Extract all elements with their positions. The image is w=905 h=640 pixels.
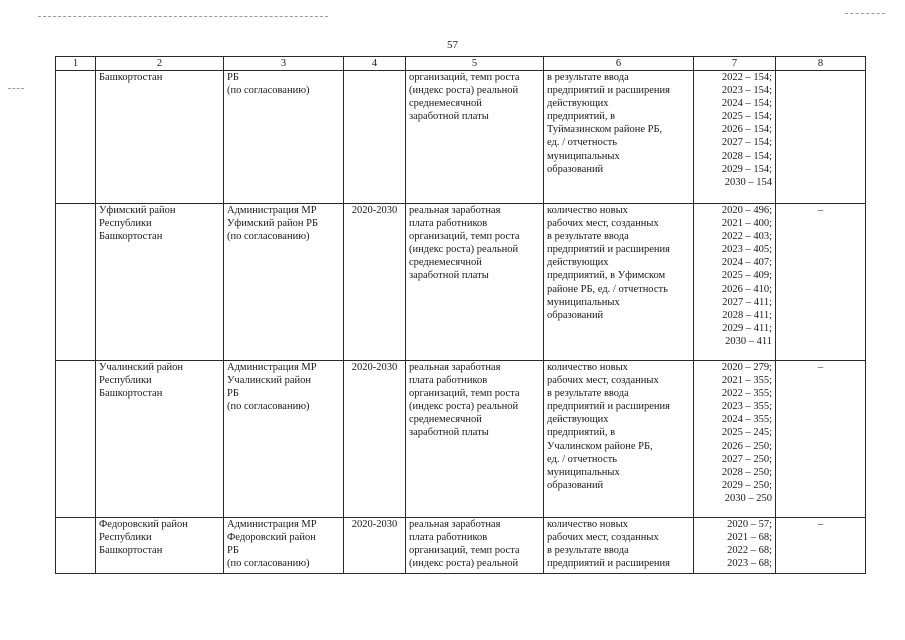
- column-header: 7: [694, 57, 776, 71]
- executor-cell: Администрация МР Уфимский район РБ (по согласованию): [224, 204, 344, 361]
- scan-artifact-line: [38, 16, 328, 17]
- scan-artifact-line: [845, 13, 885, 14]
- row-number-cell: [56, 361, 96, 518]
- values-cell: 2020 – 57; 2021 – 68; 2022 – 68; 2023 – 68;: [694, 518, 776, 574]
- column-header: 3: [224, 57, 344, 71]
- column-header: 1: [56, 57, 96, 71]
- column-number-row: [56, 57, 866, 71]
- column-header: 8: [776, 57, 866, 71]
- result-cell: количество новых рабочих мест, созданных в результате ввода предприятий и расширения действующих предприятий, в Уфимском районе РБ, ед. / отчетность муниципальных образований: [544, 204, 694, 361]
- note-cell: –: [776, 518, 866, 574]
- period-cell: 2020-2030: [344, 361, 406, 518]
- indicator-cell: реальная заработная плата работников организаций, темп роста (индекс роста) реальной среднемесячной заработной платы: [406, 361, 544, 518]
- region-cell: Учалинский район Республики Башкортостан: [96, 361, 224, 518]
- row-number-cell: [56, 518, 96, 574]
- indicator-cell: реальная заработная плата работников организаций, темп роста (индекс роста) реальной среднемесячной заработной платы: [406, 204, 544, 361]
- values-cell: 2022 – 154; 2023 – 154; 2024 – 154; 2025 – 154; 2026 – 154; 2027 – 154; 2028 – 154; 2029 – 154; 2030 – 154: [694, 71, 776, 204]
- table-row: [56, 71, 866, 204]
- measures-table: [55, 56, 866, 574]
- values-cell: 2020 – 496; 2021 – 400; 2022 – 403; 2023 – 405; 2024 – 407; 2025 – 409; 2026 – 410; 2027 – 411; 2028 – 411; 2029 – 411; 2030 – 411: [694, 204, 776, 361]
- period-cell: [344, 71, 406, 204]
- result-cell: количество новых рабочих мест, созданных в результате ввода предприятий и расширения действующих предприятий, в Учалинском районе РБ, ед. / отчетность муниципальных образований: [544, 361, 694, 518]
- executor-cell: Администрация МР Учалинский район РБ (по согласованию): [224, 361, 344, 518]
- region-cell: Башкортостан: [96, 71, 224, 204]
- column-header: 2: [96, 57, 224, 71]
- column-header: 4: [344, 57, 406, 71]
- note-cell: –: [776, 204, 866, 361]
- period-cell: 2020-2030: [344, 204, 406, 361]
- indicator-cell: организаций, темп роста (индекс роста) реальной среднемесячной заработной платы: [406, 71, 544, 204]
- indicator-cell: реальная заработная плата работников организаций, темп роста (индекс роста) реальной: [406, 518, 544, 574]
- table-row: [56, 518, 866, 574]
- values-cell: 2020 – 279; 2021 – 355; 2022 – 355; 2023 – 355; 2024 – 355; 2025 – 245; 2026 – 250; 2027 – 250; 2028 – 250; 2029 – 250; 2030 – 250: [694, 361, 776, 518]
- region-cell: Федоровский район Республики Башкортостан: [96, 518, 224, 574]
- column-header: 6: [544, 57, 694, 71]
- period-cell: 2020-2030: [344, 518, 406, 574]
- row-number-cell: [56, 204, 96, 361]
- region-cell: Уфимский район Республики Башкортостан: [96, 204, 224, 361]
- row-number-cell: [56, 71, 96, 204]
- page-number: 57: [447, 39, 458, 51]
- executor-cell: РБ (по согласованию): [224, 71, 344, 204]
- result-cell: в результате ввода предприятий и расширения действующих предприятий, в Туймазинском районе РБ, ед. / отчетность муниципальных образований: [544, 71, 694, 204]
- table-row: [56, 361, 866, 518]
- column-header: 5: [406, 57, 544, 71]
- note-cell: [776, 71, 866, 204]
- scan-artifact-line: [8, 88, 24, 89]
- note-cell: –: [776, 361, 866, 518]
- executor-cell: Администрация МР Федоровский район РБ (по согласованию): [224, 518, 344, 574]
- table-row: [56, 204, 866, 361]
- result-cell: количество новых рабочих мест, созданных в результате ввода предприятий и расширения: [544, 518, 694, 574]
